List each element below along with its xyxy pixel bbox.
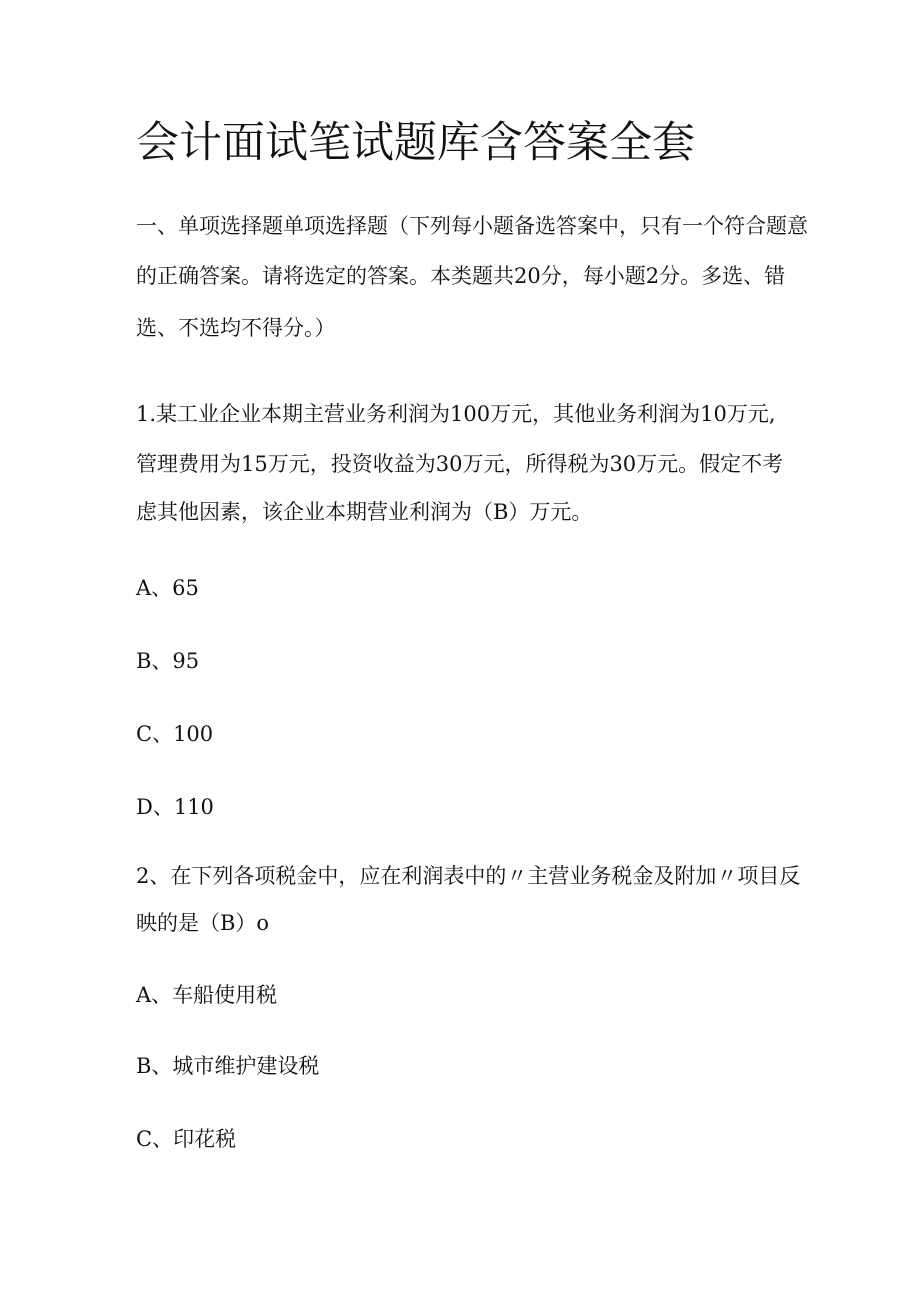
- question-2-option-b: B、城市维护建设税: [136, 1054, 320, 1078]
- section-intro-line-2: 的正确答案。请将选定的答案。本类题共20分，每小题2分。多选、错: [136, 264, 786, 288]
- question-1-option-d: D、110: [136, 795, 214, 819]
- question-2-option-c: C、印花税: [136, 1127, 237, 1151]
- question-1-option-c: C、100: [136, 722, 214, 746]
- question-1-option-b: B、95: [136, 649, 200, 673]
- question-2-line-1: 2、在下列各项税金中，应在利润表中的〃主营业务税金及附加〃项目反: [136, 864, 801, 888]
- question-2-option-a: A、车船使用税: [136, 983, 278, 1007]
- question-1-option-a: A、65: [136, 576, 199, 600]
- question-2-line-2: 映的是（B）o: [136, 911, 270, 935]
- question-1-line-2: 管理费用为15万元，投资收益为30万元，所得税为30万元。假定不考: [136, 452, 784, 476]
- section-intro-line-3: 选、不选均不得分。）: [136, 316, 336, 340]
- question-1-line-1: 1.某工业企业本期主营业务利润为100万元，其他业务利润为10万元,: [136, 402, 776, 426]
- section-intro-line-1: 一、单项选择题单项选择题（下列每小题备选答案中，只有一个符合题意: [136, 214, 808, 238]
- question-1-line-3: 虑其他因素，该企业本期营业利润为（B）万元。: [136, 500, 593, 524]
- document-title: 会计面试笔试题库含答案全套: [136, 118, 695, 168]
